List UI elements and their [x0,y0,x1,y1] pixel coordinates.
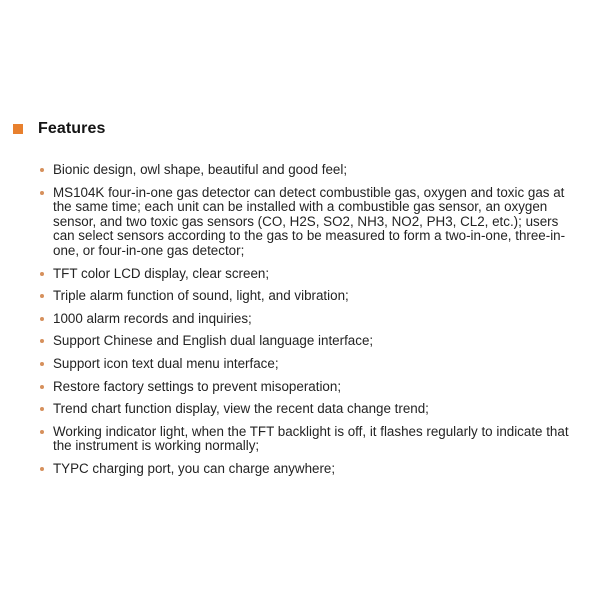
section-title: Features [38,120,106,137]
bullet-icon [40,385,44,389]
list-item [40,267,575,282]
bullet-icon [40,407,44,411]
bullet-icon [40,430,44,434]
feature-text: 1000 alarm records and inquiries; [53,310,252,326]
list-item [40,312,575,327]
bullet-icon [40,272,44,276]
feature-text: Trend chart function display, view the recent data change trend; [53,401,429,417]
feature-text: Triple alarm function of sound, light, and vibration; [53,288,349,304]
feature-text: TYPC charging port, you can charge anywhere; [53,460,336,476]
feature-text: Support Chinese and English dual language interface; [53,333,374,349]
bullet-icon [40,294,44,298]
list-item [40,163,575,178]
feature-text: Restore factory settings to prevent misoperation; [53,378,342,394]
bullet-icon [40,168,44,172]
list-item [40,402,575,417]
feature-text: TFT color LCD display, clear screen; [53,265,270,281]
feature-text: Bionic design, owl shape, beautiful and good feel; [53,162,348,177]
square-bullet-icon [13,124,23,134]
bullet-icon [40,362,44,366]
bullet-icon [40,191,44,195]
section-heading [13,120,106,138]
features-list [40,163,575,485]
list-item [40,357,575,372]
bullet-icon [40,467,44,471]
bullet-icon [40,339,44,343]
bullet-icon [40,317,44,321]
feature-text: Support icon text dual menu interface; [53,355,279,371]
list-item [40,380,575,395]
list-item [40,462,575,477]
list-item [40,289,575,304]
feature-text: MS104K four-in-one gas detector can detect combustible gas, oxygen and toxic gas at the same time; each unit can be installed with a combustible gas sensor, an oxygen sensor, and two toxic gas sensors (CO, H2S, SO2, NH3, NO2, PH3, CL2, etc.); users can select sensors according to the gas to be measured to form a two-in-one, three-in-one, or four-in-one gas detector; [53,184,566,258]
list-item [40,186,575,259]
feature-text: Working indicator light, when the TFT backlight is off, it flashes regularly to indicate that the instrument is working normally; [53,423,569,454]
list-item [40,334,575,349]
list-item [40,425,575,454]
